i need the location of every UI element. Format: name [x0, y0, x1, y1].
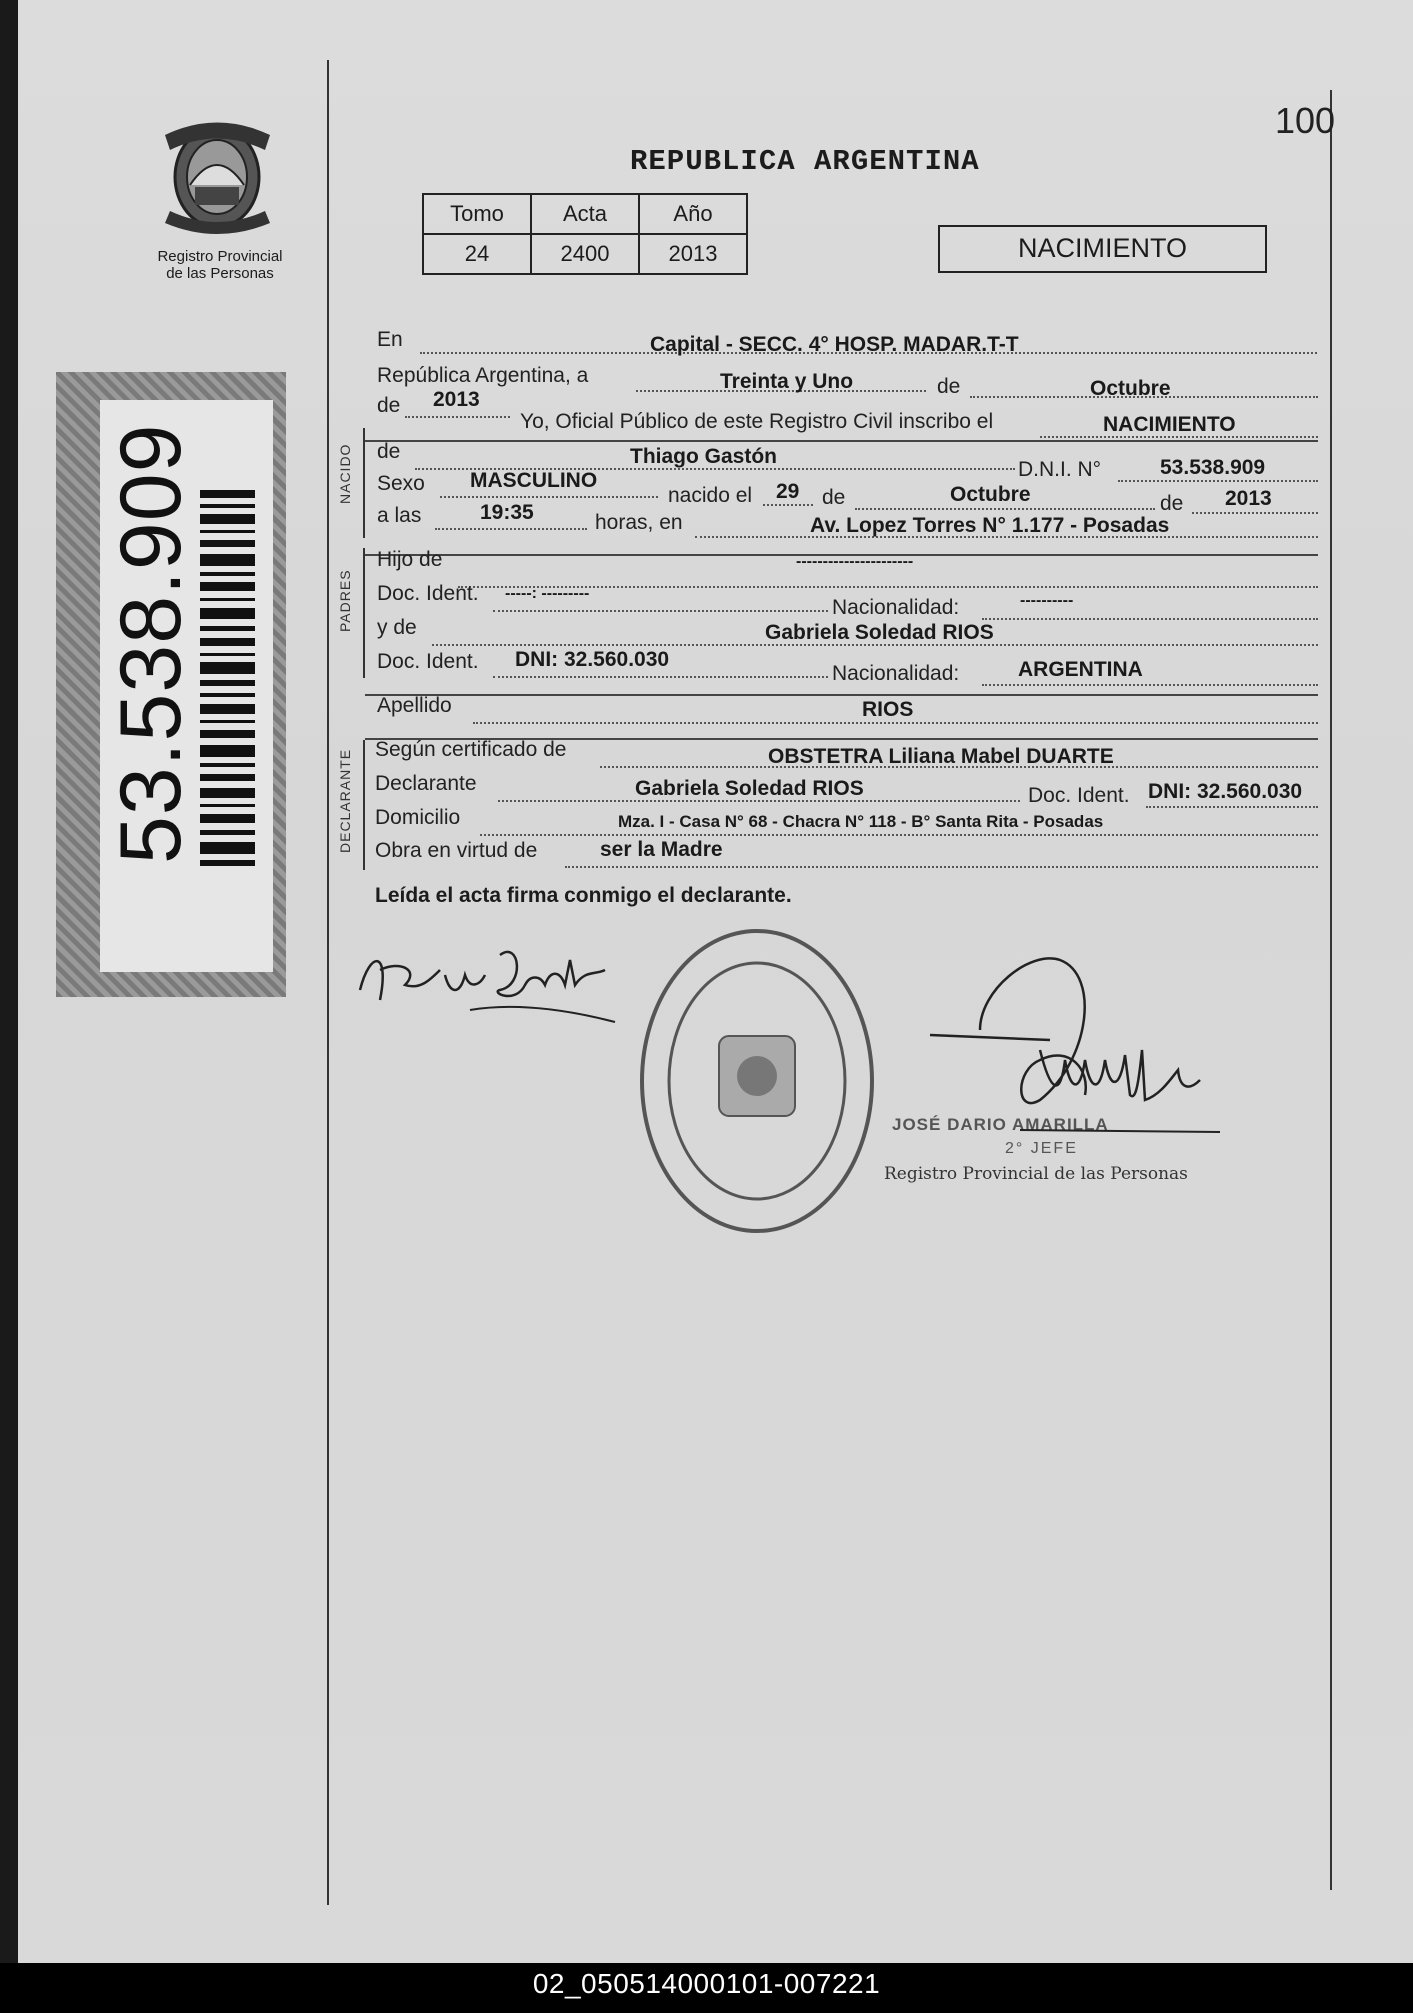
oficial-stamp-title: 2° JEFE [1005, 1140, 1078, 1157]
decl-doc-value: DNI: 32.560.030 [1148, 780, 1303, 803]
mes-value: Octubre [1090, 377, 1171, 400]
registry-table [422, 193, 748, 275]
domicilio-value: Mza. I - Casa N° 68 - Chacra N° 118 - B° Santa Rita - Posadas [618, 812, 1104, 831]
dni-dots [1118, 480, 1318, 482]
dia-value: Treinta y Uno [720, 370, 854, 393]
registry-value-anio: 2013 [639, 234, 747, 274]
madre-nac-value: ARGENTINA [1018, 658, 1143, 681]
side-label-padres: PADRES [337, 569, 353, 632]
domicilio-label: Domicilio [375, 806, 461, 829]
nacido-el-label: nacido el [668, 484, 753, 507]
anio-dots [405, 416, 510, 418]
padre-doc-value: -----: --------- [505, 585, 590, 602]
republica-label: República Argentina, a [377, 364, 589, 387]
y-de-label: y de [377, 616, 417, 639]
segun-value: OBSTETRA Liliana Mabel DUARTE [768, 745, 1114, 768]
de-label: de [937, 375, 961, 398]
sexo-label: Sexo [377, 472, 425, 495]
lugar-value: Av. Lopez Torres N° 1.177 - Posadas [810, 514, 1170, 537]
sexo-value: MASCULINO [470, 469, 598, 492]
section-rule-1 [365, 440, 1318, 442]
madre-value: Gabriela Soledad RIOS [765, 621, 994, 644]
nacionalidad-label: Nacionalidad: [832, 596, 960, 619]
padre-nac-value: ---------- [1020, 592, 1074, 609]
dni-label: D.N.I. N° [1018, 458, 1102, 481]
inscribo-value: NACIMIENTO [1103, 413, 1236, 436]
nac-de2-label: de [1160, 492, 1184, 515]
sexo-dots [440, 496, 658, 498]
apellido-label: Apellido [377, 694, 452, 717]
barcode-icon [200, 490, 255, 870]
obra-label: Obra en virtud de [375, 839, 538, 862]
nac-mes-value: Octubre [950, 483, 1031, 506]
right-margin-line [1330, 90, 1332, 1890]
book-binding [0, 0, 18, 1963]
padre-nac-dots [982, 618, 1318, 620]
nac-anio-dots [1192, 512, 1318, 514]
nac-mes-dots [855, 508, 1155, 510]
barcode-number: 53.538.909 [103, 423, 199, 864]
en-value: Capital - SECC. 4° HOSP. MADAR.T-T [650, 333, 1019, 356]
provincial-seal-icon [160, 115, 275, 245]
oficial-text: Yo, Oficial Público de este Registro Civil inscribo el [520, 410, 994, 433]
logo-caption [140, 248, 300, 282]
apellido-value: RIOS [862, 698, 914, 721]
section-rule-3 [365, 694, 1318, 696]
hora-value: 19:35 [480, 501, 534, 524]
nac-anio-value: 2013 [1225, 487, 1272, 510]
scan-id: 02_050514000101-007221 [532, 1968, 881, 1999]
official-seal [637, 926, 877, 1236]
anio-value: 2013 [433, 388, 480, 411]
page-title: REPUBLICA ARGENTINA [630, 145, 980, 178]
declarante-value: Gabriela Soledad RIOS [635, 777, 864, 800]
madre-doc-dots [493, 676, 828, 678]
left-margin-line [327, 60, 329, 1905]
nac-dia-value: 29 [776, 480, 800, 503]
registry-value-acta: 2400 [531, 234, 639, 274]
page-number: 100 [1275, 100, 1336, 141]
dni-value: 53.538.909 [1160, 456, 1266, 479]
leida-text: Leída el acta firma conmigo el declarante. [375, 884, 792, 907]
nacido-de-label: de [377, 440, 401, 463]
en-label: En [377, 328, 403, 351]
doc-type-box: NACIMIENTO [938, 225, 1267, 273]
registry-header-anio: Año [639, 194, 747, 234]
obra-dots [565, 866, 1318, 868]
decl-doc-label: Doc. Ident. [1028, 784, 1130, 807]
nacionalidad2-label: Nacionalidad: [832, 662, 960, 685]
registry-table-header-row [423, 194, 747, 234]
nac-de-label: de [822, 486, 846, 509]
hijo-de-value: ---------------------- [796, 553, 914, 570]
domicilio-dots [480, 834, 1318, 836]
madre-nac-dots [982, 684, 1318, 686]
madre-doc-value: DNI: 32.560.030 [515, 648, 670, 671]
segun-label: Según certificado de [375, 738, 567, 761]
logo-caption-line1: Registro Provincial [157, 248, 283, 265]
nac-dia-dots [763, 504, 813, 506]
apellido-dots [473, 722, 1318, 724]
hijo-de-label: Hijo de [377, 548, 443, 571]
registry-header-acta: Acta [531, 194, 639, 234]
obra-value: ser la Madre [600, 838, 723, 861]
oficial-signature [920, 950, 1230, 1150]
decl-doc-dots [1146, 806, 1318, 808]
oficial-stamp-name: JOSÉ DARIO AMARILLA [892, 1115, 1109, 1134]
de2-label: de [377, 394, 401, 417]
registry-table-value-row [423, 234, 747, 274]
side-label-nacido: NACIDO [337, 443, 353, 504]
declarante-signature [350, 930, 650, 1040]
nacido-bracket [363, 428, 365, 538]
padres-bracket [363, 548, 365, 678]
oficial-stamp-org: Registro Provincial de las Personas [884, 1164, 1188, 1184]
registry-header-tomo: Tomo [423, 194, 531, 234]
a-las-label: a las [377, 504, 422, 527]
nombre-value: Thiago Gastón [630, 445, 777, 468]
registry-value-tomo: 24 [423, 234, 531, 274]
logo-caption-line2: de las Personas [166, 265, 274, 282]
padre-doc-dots [493, 610, 828, 612]
horas-en-label: horas, en [595, 511, 683, 534]
declarante-bracket [363, 740, 365, 870]
doc-ident2-label: Doc. Ident. [377, 650, 479, 673]
side-label-declarante: DECLARANTE [337, 748, 353, 853]
doc-ident-label: Doc. Ident. [377, 582, 479, 605]
declarante-label: Declarante [375, 772, 477, 795]
hora-dots [435, 528, 587, 530]
